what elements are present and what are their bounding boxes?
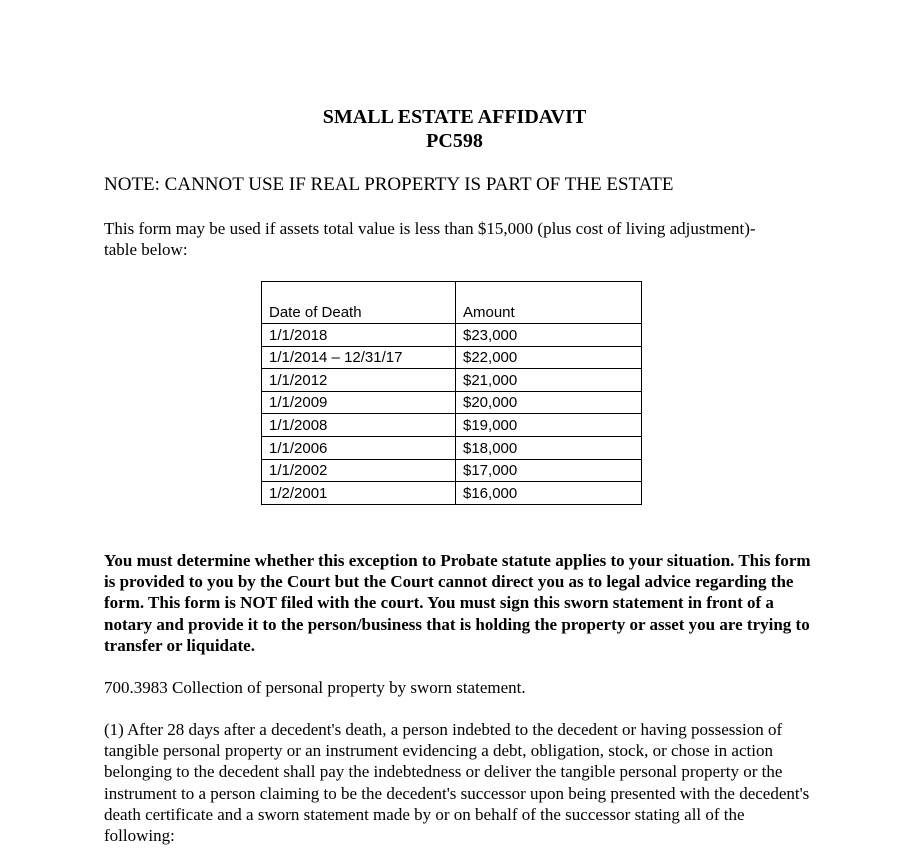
intro-paragraph: This form may be used if assets total value is less than $15,000 (plus cost of living adjustment)- table below: [104,219,756,259]
real-property-note: NOTE: CANNOT USE IF REAL PROPERTY IS PART OF THE ESTATE [104,174,674,195]
table-cell-amount: $18,000 [456,436,642,459]
table-row [262,482,642,505]
table-cell-amount: $21,000 [456,369,642,392]
table-cell-date: 1/1/2009 [262,391,456,414]
form-number: PC598 [426,130,483,152]
table-cell-date: 1/1/2006 [262,436,456,459]
table-row [262,346,642,369]
document-title: SMALL ESTATE AFFIDAVIT [322,106,587,128]
table-header-amount: Amount [456,282,642,324]
table-cell-date: 1/1/2018 [262,324,456,347]
table-header-date: Date of Death [262,282,456,324]
table-cell-date: 1/1/2012 [262,369,456,392]
table-row [262,369,642,392]
table-row [262,414,642,437]
table-row [262,459,642,482]
table-header-row [262,282,642,324]
table-cell-date: 1/2/2001 [262,482,456,505]
table-cell-amount: $19,000 [456,414,642,437]
table-row [262,391,642,414]
table-row [262,324,642,347]
statute-paragraph: (1) After 28 days after a decedent's death, a person indebted to the decedent or having possession of tangible personal property or an instrument evidencing a debt, obligation, stock, or chose in action belonging to the decedent shall pay the indebtedness or deliver the tangible personal property or the instrument to a person claiming to be the decedent's successor upon being presented with the decedent's death certificate and a sworn statement made by or on behalf of the successor stating all of the following: [104,720,810,846]
table-cell-amount: $23,000 [456,324,642,347]
table-cell-date: 1/1/2008 [262,414,456,437]
table-cell-date: 1/1/2014 – 12/31/17 [262,346,456,369]
value-threshold-table [261,281,642,505]
table-row [262,436,642,459]
table-cell-amount: $16,000 [456,482,642,505]
statute-reference: 700.3983 Collection of personal property by sworn statement. [104,678,526,697]
table-cell-amount: $17,000 [456,459,642,482]
table-cell-amount: $22,000 [456,346,642,369]
legal-warning: You must determine whether this exception to Probate statute applies to your situation. This form is provided to you by the Court but the Court cannot direct you as to legal advice regarding the form. This form is NOT filed with the court. You must sign this sworn statement in front of a notary and provide it to the person/business that is holding the property or asset you are trying to transfer or liquidate. [104,551,811,655]
table-cell-date: 1/1/2002 [262,459,456,482]
table-cell-amount: $20,000 [456,391,642,414]
